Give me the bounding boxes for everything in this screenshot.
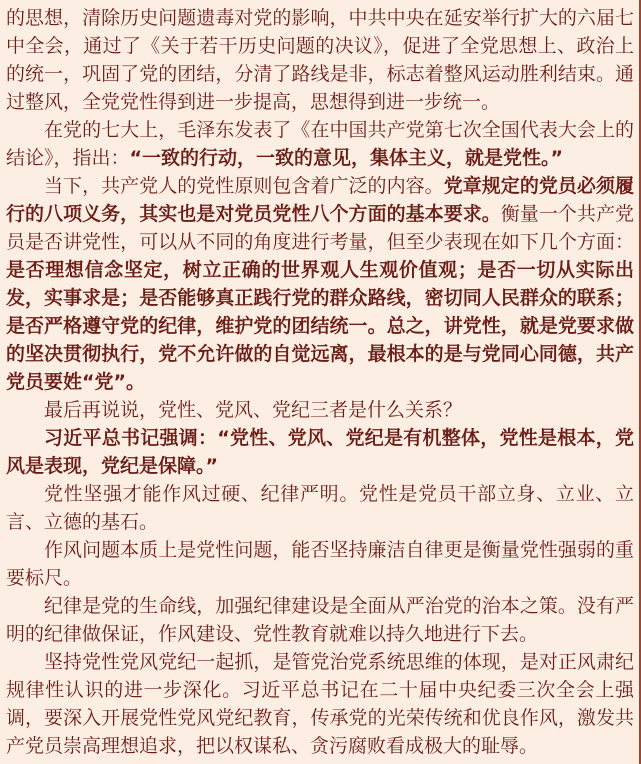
emphasis-text-run: 习近平总书记强调：“党性、党风、党纪是有机整体，党性是根本，党风是表现，党纪是保障。” [6,427,634,477]
paragraph [6,536,634,592]
emphasis-text-run: 是否理想信念坚定，树立正确的世界观人生观价值观；是否一切从实际出发，实事求是；是否能够真正践行党的群众路线，密切同人民群众的联系；是否严格遵守党的纪律，维护党的团结统一。总之，讲党性，就是党要求做的坚决贯彻执行，党不允许做的自觉远离，最根本的是与党同心同德，共产党员要姓“党”。 [6,259,634,393]
text-run: 在党的七大上，毛泽东发表了《在中国共产党第七次全国代表大会上的结论》，指出： [6,119,634,169]
text-run: 坚持党性党风党纪一起抓，是管党治党系统思维的体现，是对正风肃纪规律性认识的进一步深化。习近平总书记在二十届中央纪委三次全会上强调，要深入开展党性党风党纪教育，传承党的光荣传统和优良作风，激发共产党员崇高理想追求，把以权谋私、贪污腐败看成极大的耻辱。 [6,651,634,757]
paragraph [6,172,634,396]
paragraph [6,592,634,648]
text-run: 党性坚强才能作风过硬、纪律严明。党性是党员干部立身、立业、立言、立德的基石。 [6,483,634,533]
text-run: 当下，共产党人的党性原则包含着广泛的内容。 [44,175,444,197]
text-run: 最后再说说，党性、党风、党纪三者是什么关系？ [44,399,463,421]
text-run: 的思想，清除历史问题遗毒对党的影响，中共中央在延安举行扩大的六届七中全会，通过了《关于若干历史问题的决议》，促进了全党思想上、政治上的统一，巩固了党的团结，分清了路线是非，标志着整风运动胜利结束。通过整风，全党党性得到进一步提高，思想得到进一步统一。 [6,7,634,113]
text-run: 纪律是党的生命线，加强纪律建设是全面从严治党的治本之策。没有严明的纪律做保证，作风建设、党性教育就难以持久地进行下去。 [6,595,634,645]
paragraph [6,396,634,424]
paragraph [6,424,634,480]
paragraph [6,648,634,760]
emphasis-text-run: 党章规定的党员必须履行的八项义务，其实也是对党员党性八个方面的基本要求。 [6,175,634,225]
article-body [6,4,634,760]
paragraph [6,116,634,172]
text-run: 作风问题本质上是党性问题，能否坚持廉洁自律更是衡量党性强弱的重要标尺。 [6,539,634,589]
paragraph [6,4,634,116]
emphasis-text-run: “一致的行动，一致的意见，集体主义，就是党性。” [129,147,563,169]
paragraph [6,480,634,536]
text-run: 衡量一个共产党员是否讲党性，可以从不同的角度进行考量，但至少表现在如下几个方面： [6,203,634,253]
